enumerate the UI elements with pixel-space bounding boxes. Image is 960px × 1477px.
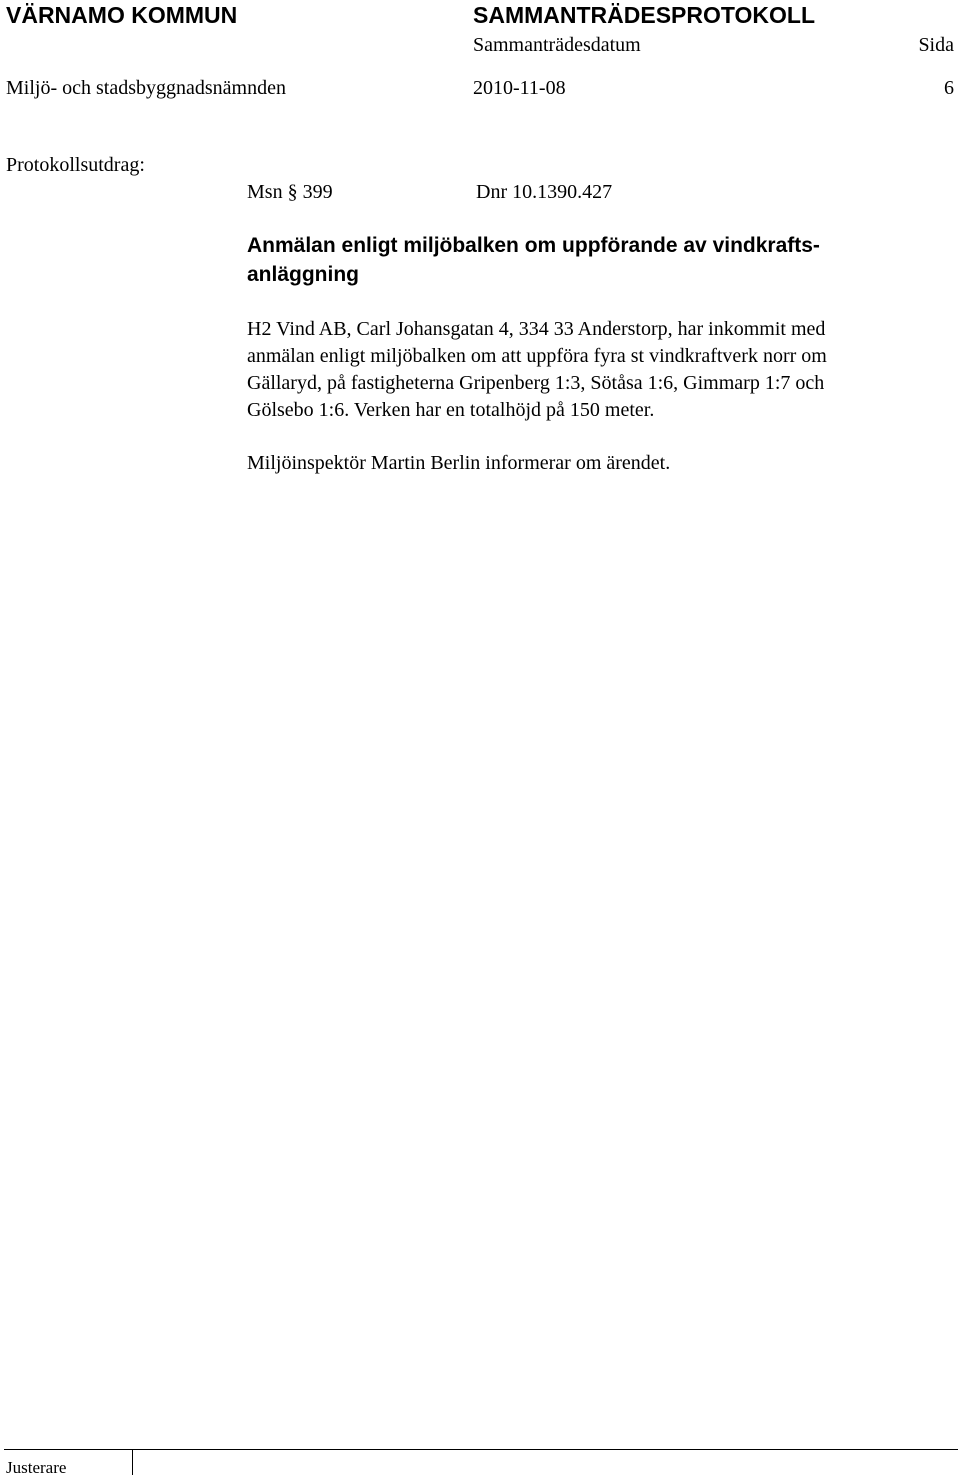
case-description [247, 316, 947, 424]
organization-name: VÄRNAMO KOMMUN [6, 2, 238, 28]
inspector-note: Miljöinspektör Martin Berlin informerar om ärendet. [247, 452, 671, 474]
adjuster-label: Justerare [6, 1458, 67, 1477]
case-title-line: Anmälan enligt miljöbalken om uppförande av vindkrafts- [247, 234, 820, 257]
page-number: 6 [944, 77, 954, 99]
case-title-line: anläggning [247, 263, 359, 286]
meeting-date-label: Sammanträdesdatum [473, 34, 641, 56]
extract-label: Protokollsutdrag: [6, 154, 145, 176]
document-type: SAMMANTRÄDESPROTOKOLL [473, 2, 816, 28]
page-label: Sida [918, 34, 954, 56]
case-description-line: Gölsebo 1:6. Verken har en totalhöjd på 150 meter. [247, 399, 655, 421]
case-description-line: Gällaryd, på fastigheterna Gripenberg 1:3, Sötåsa 1:6, Gimmarp 1:7 och [247, 372, 825, 394]
case-description-line: H2 Vind AB, Carl Johansgatan 4, 334 33 Anderstorp, har inkommit med [247, 318, 826, 340]
case-title [247, 231, 947, 289]
msn-reference: Msn § 399 [247, 181, 333, 203]
meeting-date: 2010-11-08 [473, 77, 566, 99]
footer-divider [4, 1449, 958, 1450]
board-name: Miljö- och stadsbyggnadsnämnden [6, 77, 286, 99]
dnr-reference: Dnr 10.1390.427 [476, 181, 613, 203]
case-description-line: anmälan enligt miljöbalken om att uppföra fyra st vindkraftverk norr om [247, 345, 827, 367]
